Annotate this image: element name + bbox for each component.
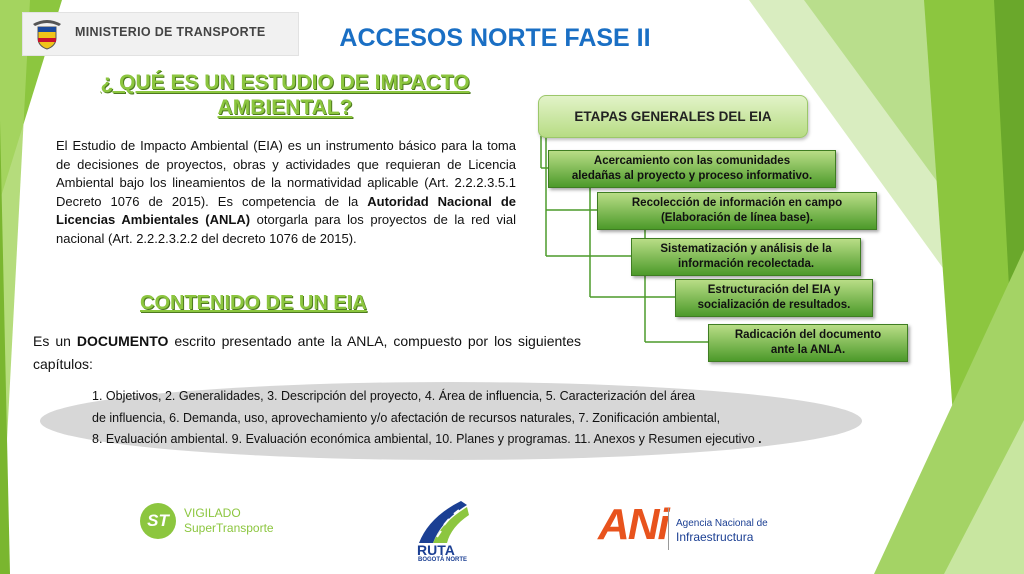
eia-competence-pre: Es competencia de la <box>217 193 368 209</box>
chapters-line-2: de influencia, 6. Demanda, uso, aprovechamiento y/o afectación de recursos naturales, 7. Zonificación ambiental, <box>92 410 721 425</box>
road-icon <box>411 497 471 543</box>
stage-5-line2: ante la ANLA. <box>770 344 846 356</box>
stage-item-4 <box>675 279 873 317</box>
stage-2-line1: Recolección de información en campo <box>631 197 843 209</box>
doc-post: escrito presentado ante la ANLA, compuesto por los siguientes capítulos: <box>33 333 581 372</box>
ani-mark: ANi <box>598 500 668 549</box>
supertransporte-mark: ST <box>140 503 176 539</box>
stage-4-line1: Estructuración del EIA y <box>707 284 841 296</box>
left-green-decoration <box>0 0 70 574</box>
ruta-bogota-norte-logo <box>407 497 475 567</box>
ministry-name: MINISTERIO DE TRANSPORTE <box>75 25 266 39</box>
eia-competence-post: otorgarla para los proyectos de la red vial nacional (Art. 2.2.2.3.2.2 del decreto 1076 de 2015). <box>56 212 516 246</box>
doc-bold: DOCUMENTO <box>76 333 169 349</box>
anla-name: Autoridad Nacional de Licencias Ambientales <box>56 193 516 227</box>
ruta-subtitle: BOGOTÁ NORTE <box>418 557 467 563</box>
ani-logo <box>598 500 768 556</box>
chapters-line-3 <box>92 429 852 451</box>
chapters-end: . <box>754 432 762 446</box>
stage-item-5 <box>708 324 908 362</box>
eia-definition-text <box>56 137 516 248</box>
anla-acronym: (ANLA) <box>205 212 251 227</box>
ministry-header <box>22 12 299 56</box>
stage-item-2 <box>597 192 877 230</box>
eia-definition-p1: El Estudio de Impacto Ambiental (EIA) es un instrumento básico para la toma de decisiones de proyectos, obras y actividades que requieran de Licencia Ambiental bajo los lineamientos de la normatividad aplicable (Art. 2.2.2.3.5.1 Decreto 1076 de 2015). <box>56 138 516 209</box>
chapters-list <box>92 386 852 451</box>
doc-pre: Es un <box>33 333 77 349</box>
stage-1-line2: aledañas al proyecto y proceso informativo. <box>571 170 813 182</box>
ani-line1: Agencia Nacional de <box>676 518 768 529</box>
chapters-line-3-text: 8. Evaluación ambiental. 9. Evaluación económica ambiental, 10. Planes y programas. 11. Anexos y Resumen ejecutivo <box>92 432 755 446</box>
stages-header: ETAPAS GENERALES DEL EIA <box>538 95 808 138</box>
stage-5-line1: Radicación del documento <box>734 329 882 341</box>
supertransporte-line2: SuperTransporte <box>184 521 274 535</box>
stage-item-1 <box>548 150 836 188</box>
stage-3-line2: información recolectada. <box>677 258 815 270</box>
eia-heading <box>75 70 495 120</box>
stage-1-line1: Acercamiento con las comunidades <box>593 155 791 167</box>
stage-3-line1: Sistematización y análisis de la <box>660 243 832 255</box>
document-description <box>33 330 581 376</box>
ruta-name: RUTA <box>417 542 455 558</box>
stage-2-line2: (Elaboración de línea base). <box>660 212 814 224</box>
eia-heading-line1: ¿ QUÉ ES UN ESTUDIO DE IMPACTO <box>100 71 470 94</box>
coat-of-arms-icon <box>29 16 65 52</box>
eia-heading-line2: AMBIENTAL? <box>217 96 353 119</box>
supertransporte-logo <box>140 503 300 543</box>
stage-4-line2: socialización de resultados. <box>697 299 851 311</box>
contenido-heading: CONTENIDO DE UN EIA <box>140 292 367 314</box>
supertransporte-line1: VIGILADO <box>184 506 241 520</box>
stage-item-3 <box>631 238 861 276</box>
page-title: ACCESOS NORTE FASE II <box>339 24 651 52</box>
ani-divider <box>668 508 669 550</box>
ani-line2: Infraestructura <box>676 530 754 544</box>
chapters-line-1: 1. Objetivos, 2. Generalidades, 3. Descripción del proyecto, 4. Área de influencia, 5. Caracterización del área <box>92 389 696 403</box>
